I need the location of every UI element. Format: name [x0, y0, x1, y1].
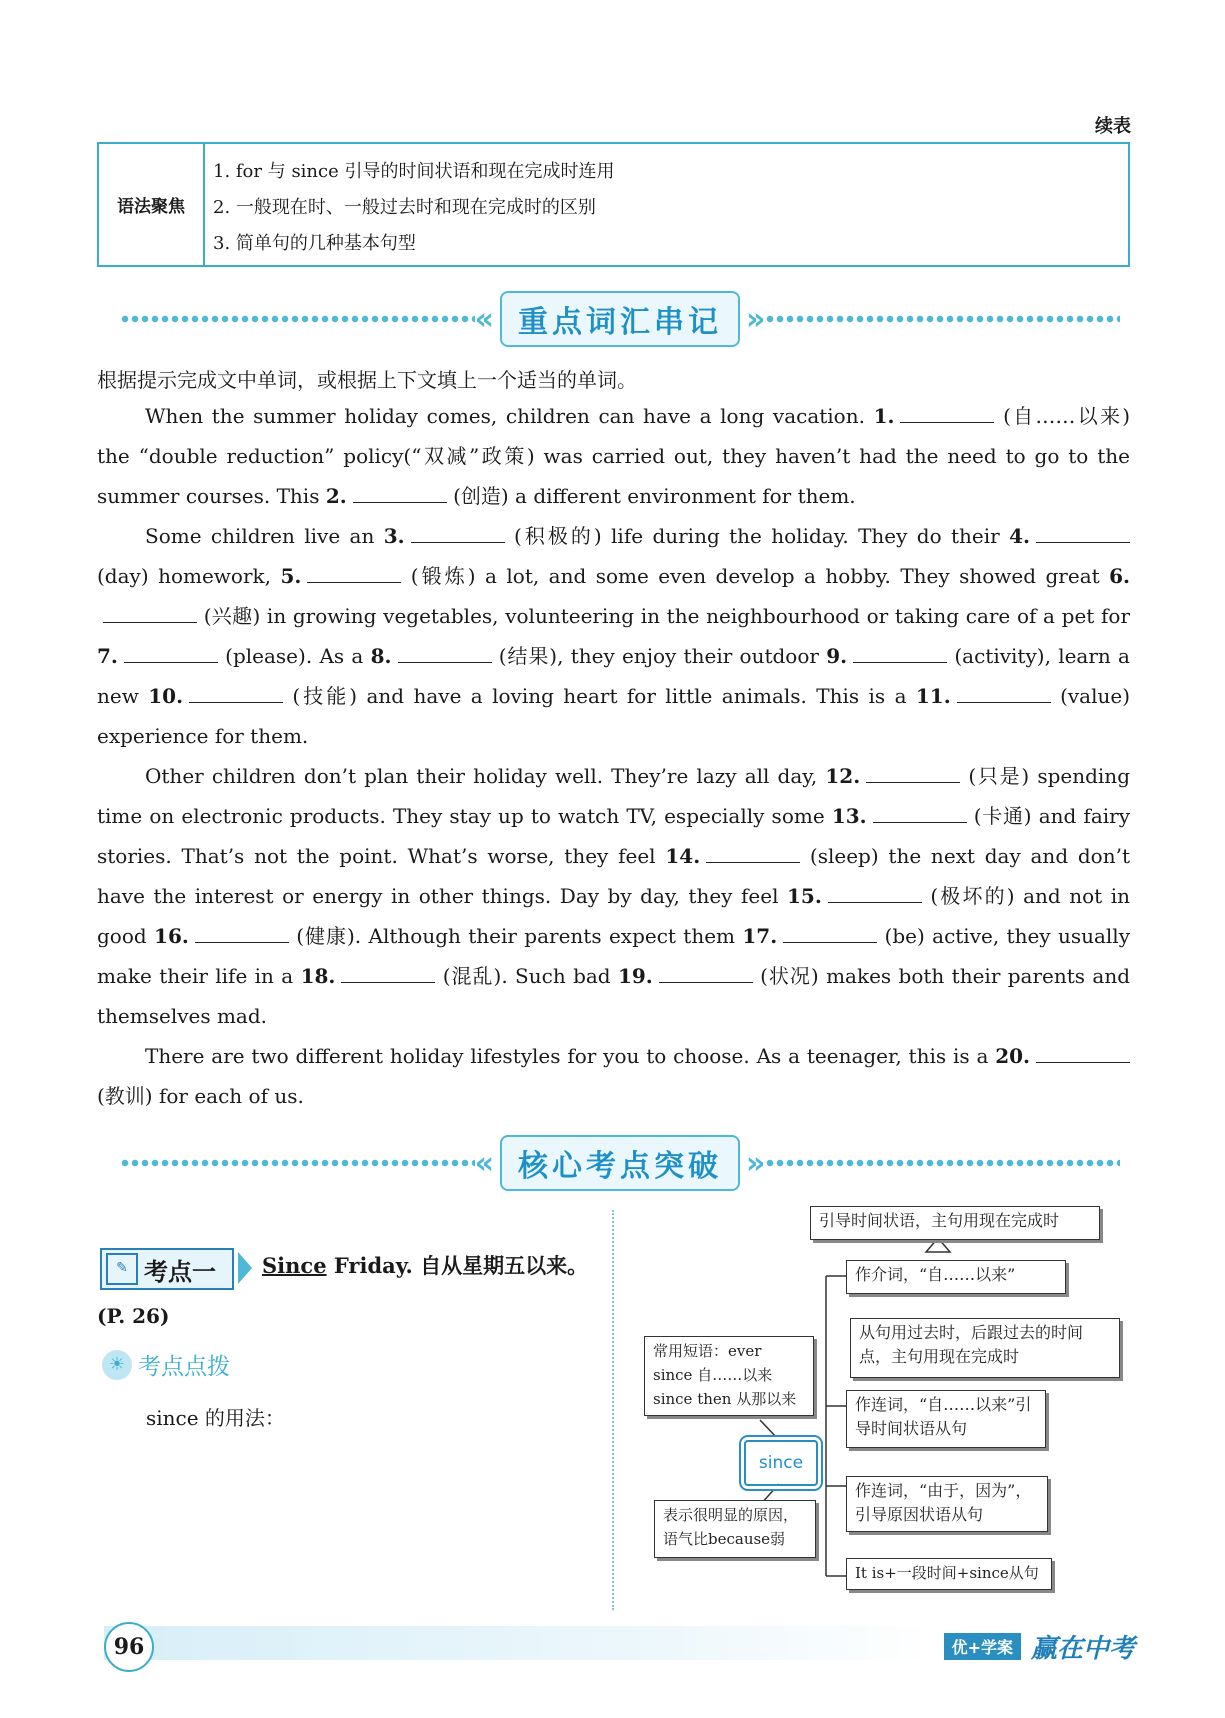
passage-text: 15.: [787, 884, 822, 908]
notebook-icon: ✎: [106, 1253, 138, 1285]
blank-number: 2.: [325, 484, 347, 508]
section-title-core: 核心考点突破: [500, 1135, 740, 1191]
passage-text: 10.: [148, 684, 184, 708]
mindmap-prep: 作介词，“自……以来”: [846, 1260, 1066, 1294]
passage-text: (day) homework,: [97, 564, 271, 588]
passage-text: 5.: [280, 564, 302, 588]
passage-text: Friday. 自从星期五以来。: [326, 1253, 589, 1278]
tips-label: 考点点拨: [138, 1354, 230, 1380]
grammar-focus-label: 语法聚焦: [99, 144, 205, 265]
brand-small: 优+学案: [944, 1633, 1021, 1660]
mindmap-pattern: It is+一段时间+since从句: [846, 1558, 1052, 1590]
continued-label: 续表: [1095, 116, 1131, 137]
passage-text: (结果), they enjoy their outdoor: [498, 644, 819, 668]
passage-text: the “double reduction” policy(“双减”政策) was carried out, they haven’t had the need to go to the summer courses. This: [97, 444, 1130, 508]
passage-text: (教训) for each of us.: [97, 1084, 304, 1108]
chevron-right-icon: »: [746, 1145, 766, 1181]
chevron-right-icon: »: [746, 301, 766, 337]
mindmap-conj-time: 作连词，“自……以来”引导时间状语从句: [846, 1390, 1046, 1448]
passage-text: 17.: [742, 924, 778, 948]
passage-text: 9.: [826, 644, 848, 668]
passage-text: (sleep) the next day and don’t have the interest or energy in other things. Day by day, they feel: [97, 844, 1130, 908]
passage-text: 20.: [995, 1044, 1030, 1068]
passage-text: (混乱). Such bad: [442, 964, 611, 988]
passage-text: Some children live an: [145, 524, 375, 548]
mindmap-top-note: 引导时间状语，主句用现在完成时: [810, 1206, 1100, 1240]
passage-text: Other children don’t plan their holiday well. They’re lazy all day,: [145, 764, 818, 788]
passage-text: (卡通) and fairy stories. That’s not the point. What’s worse, they feel: [97, 804, 1131, 868]
passage-text: (极坏的) and not in good: [97, 884, 1131, 948]
blank-number: 1.: [873, 404, 895, 428]
passage-text: (be) active, they usually make their life in a: [97, 924, 1131, 988]
mindmap-phrases: 常用短语：ever since 自……以来 since then 从那以来: [644, 1336, 814, 1416]
page-reference: (P. 26): [97, 1304, 170, 1328]
passage-text: (积极的) life during the holiday. They do their: [514, 524, 1000, 548]
passage-text: (value) experience for them.: [97, 684, 1131, 748]
passage-text: There are two different holiday lifestyles for you to choose. As a teenager, this is a: [145, 1044, 989, 1068]
passage-text: 7.: [97, 644, 118, 668]
passage-text: 19.: [617, 964, 653, 988]
passage-text: (创造) a different environment for them.: [453, 484, 856, 508]
brand-big: 赢在中考: [1030, 1634, 1135, 1664]
passage-text: When the summer holiday comes, children can have a long vacation.: [145, 404, 865, 428]
chevron-left-icon: «: [474, 301, 494, 337]
passage-text: 4.: [1009, 524, 1030, 548]
passage-text: (兴趣) in growing vegetables, volunteering in the neighbourhood or taking care of a pet for: [203, 604, 1131, 628]
mindmap-conj-reason: 作连词，“由于，因为”，引导原因状语从句: [846, 1476, 1048, 1532]
lightbulb-icon: ☀: [102, 1350, 132, 1380]
passage-text: (锻炼) a lot, and some even develop a hobby. They showed great: [410, 564, 1100, 588]
section-title-vocab: 重点词汇串记: [500, 291, 740, 347]
passage-text: (技能) and have a loving heart for little animals. This is a: [292, 684, 907, 708]
passage-text: 18.: [300, 964, 336, 988]
passage-text: 11.: [915, 684, 951, 708]
mindmap-reason-note: 表示很明显的原因，语气比because弱: [654, 1500, 816, 1558]
passage-text: 14.: [665, 844, 701, 868]
usage-label: since 的用法：: [146, 1406, 285, 1430]
passage-text: (please). As a: [225, 644, 364, 668]
passage-text: 12.: [825, 764, 861, 788]
passage-text: (状况) makes both their parents and themselves mad.: [97, 964, 1131, 1028]
passage-text: (只是) spending time on electronic products. They stay up to watch TV, especially some: [97, 764, 1130, 828]
mindmap-clause-note: 从句用过去时，后跟过去的时间点，主句用现在完成时: [850, 1318, 1120, 1378]
page-number: 96: [104, 1622, 154, 1672]
passage-text: (健康). Although their parents expect them: [296, 924, 736, 948]
passage-text: (自……以来): [1003, 404, 1131, 428]
passage-text: 8.: [370, 644, 392, 668]
grammar-item: 2. 一般现在时、一般过去时和现在完成时的区别: [213, 197, 596, 218]
kaodian-label: 考点一: [144, 1257, 216, 1286]
keyword-since: Since: [262, 1253, 327, 1278]
exercise-instruction: 根据提示完成文中单词，或根据上下文填上一个适当的单词。: [97, 368, 637, 392]
grammar-item: 1. for 与 since 引导的时间状语和现在完成时连用: [213, 161, 615, 182]
mindmap-center-since: since: [744, 1440, 818, 1486]
passage-text: (activity), learn a new: [97, 644, 1130, 708]
brand-logo: [944, 1628, 1135, 1665]
passage-text: 13.: [831, 804, 867, 828]
chevron-left-icon: «: [474, 1145, 494, 1181]
grammar-item: 3. 简单句的几种基本句型: [213, 233, 416, 254]
passage-text: 6.: [1109, 564, 1130, 588]
passage-text: 3.: [383, 524, 405, 548]
passage-text: 16.: [154, 924, 189, 948]
